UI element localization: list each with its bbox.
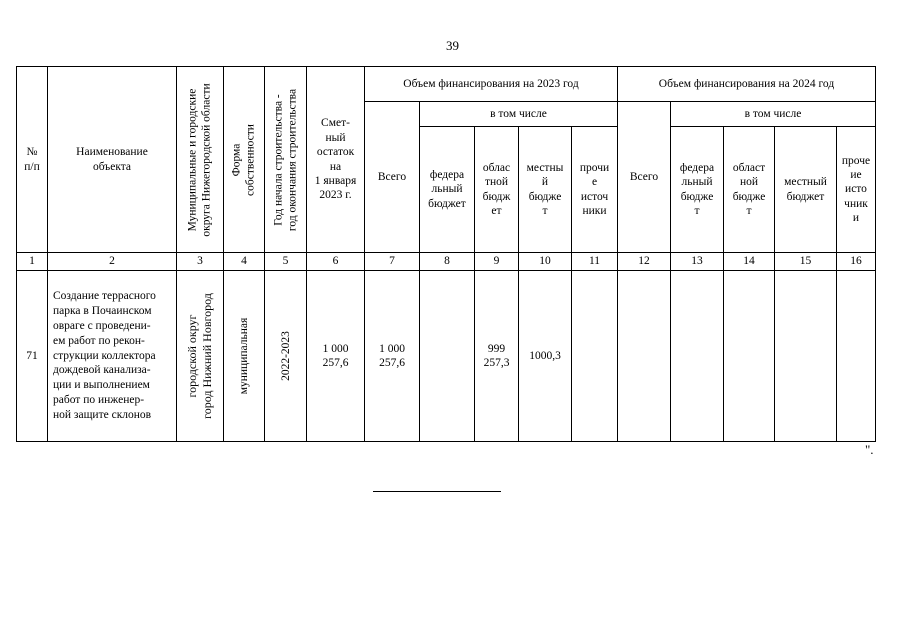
header-years: Год начала строительства - год окончания строительства [265, 67, 307, 253]
column-number: 12 [618, 253, 671, 271]
total-2023-cell: 1 000 257,6 [365, 271, 420, 442]
ownership-cell: муниципальная [224, 271, 265, 442]
header-fed-2023: федера льный бюджет [420, 127, 475, 253]
reg-2024-cell [724, 271, 775, 442]
header-reg-2024: област ной бюдже т [724, 127, 775, 253]
financing-table [16, 66, 876, 442]
header-num: № п/п [17, 67, 48, 253]
row-num: 71 [17, 271, 48, 442]
oth-2023-cell [572, 271, 618, 442]
header-loc-2023: местны й бюдже т [519, 127, 572, 253]
closing-quote-mark: ". [865, 442, 874, 457]
column-number: 11 [572, 253, 618, 271]
column-number: 14 [724, 253, 775, 271]
reg-2023-cell: 999 257,3 [475, 271, 519, 442]
column-number: 9 [475, 253, 519, 271]
page-number: 39 [446, 38, 459, 53]
column-number: 3 [177, 253, 224, 271]
column-number: 4 [224, 253, 265, 271]
header-fin-2023: Объем финансирования на 2023 год [365, 67, 618, 102]
header-name: Наименование объекта [48, 67, 177, 253]
header-loc-2024: местный бюджет [775, 127, 837, 253]
column-number: 2 [48, 253, 177, 271]
column-number: 16 [837, 253, 876, 271]
fed-2024-cell [671, 271, 724, 442]
column-number: 7 [365, 253, 420, 271]
header-municipality: Муниципальные и городские округа Нижегородской области [177, 67, 224, 253]
header-fin-2024: Объем финансирования на 2024 год [618, 67, 876, 102]
column-number: 10 [519, 253, 572, 271]
total-2024-cell [618, 271, 671, 442]
column-number: 15 [775, 253, 837, 271]
column-number: 13 [671, 253, 724, 271]
years-cell: 2022-2023 [265, 271, 307, 442]
balance-cell: 1 000 257,6 [307, 271, 365, 442]
column-number-row [17, 253, 876, 271]
column-number: 1 [17, 253, 48, 271]
header-including-2024: в том числе [671, 102, 876, 127]
fed-2023-cell [420, 271, 475, 442]
header-reg-2023: облас тной бюдж ет [475, 127, 519, 253]
column-number: 8 [420, 253, 475, 271]
object-name: Создание террасного парка в Почаинском овраге с проведени- ем работ по рекон- струкции коллектора дождевой канализа- ции и выполнением работ по инженер- ной защите склонов [48, 271, 177, 442]
divider-line [373, 491, 501, 492]
header-oth-2024: проче ие исто чник и [837, 127, 876, 253]
header-total-2024: Всего [618, 102, 671, 253]
column-number: 6 [307, 253, 365, 271]
header-oth-2023: прочи е источ ники [572, 127, 618, 253]
municipality-cell: городской округ город Нижний Новгород [177, 271, 224, 442]
loc-2023-cell: 1000,3 [519, 271, 572, 442]
oth-2024-cell [837, 271, 876, 442]
header-ownership: Форма собственности [224, 67, 265, 253]
header-total-2023: Всего [365, 102, 420, 253]
table-row [17, 271, 876, 442]
header-including-2023: в том числе [420, 102, 618, 127]
column-number: 5 [265, 253, 307, 271]
header-fed-2024: федера льный бюдже т [671, 127, 724, 253]
loc-2024-cell [775, 271, 837, 442]
header-balance: Смет- ный остаток на 1 января 2023 г. [307, 67, 365, 253]
